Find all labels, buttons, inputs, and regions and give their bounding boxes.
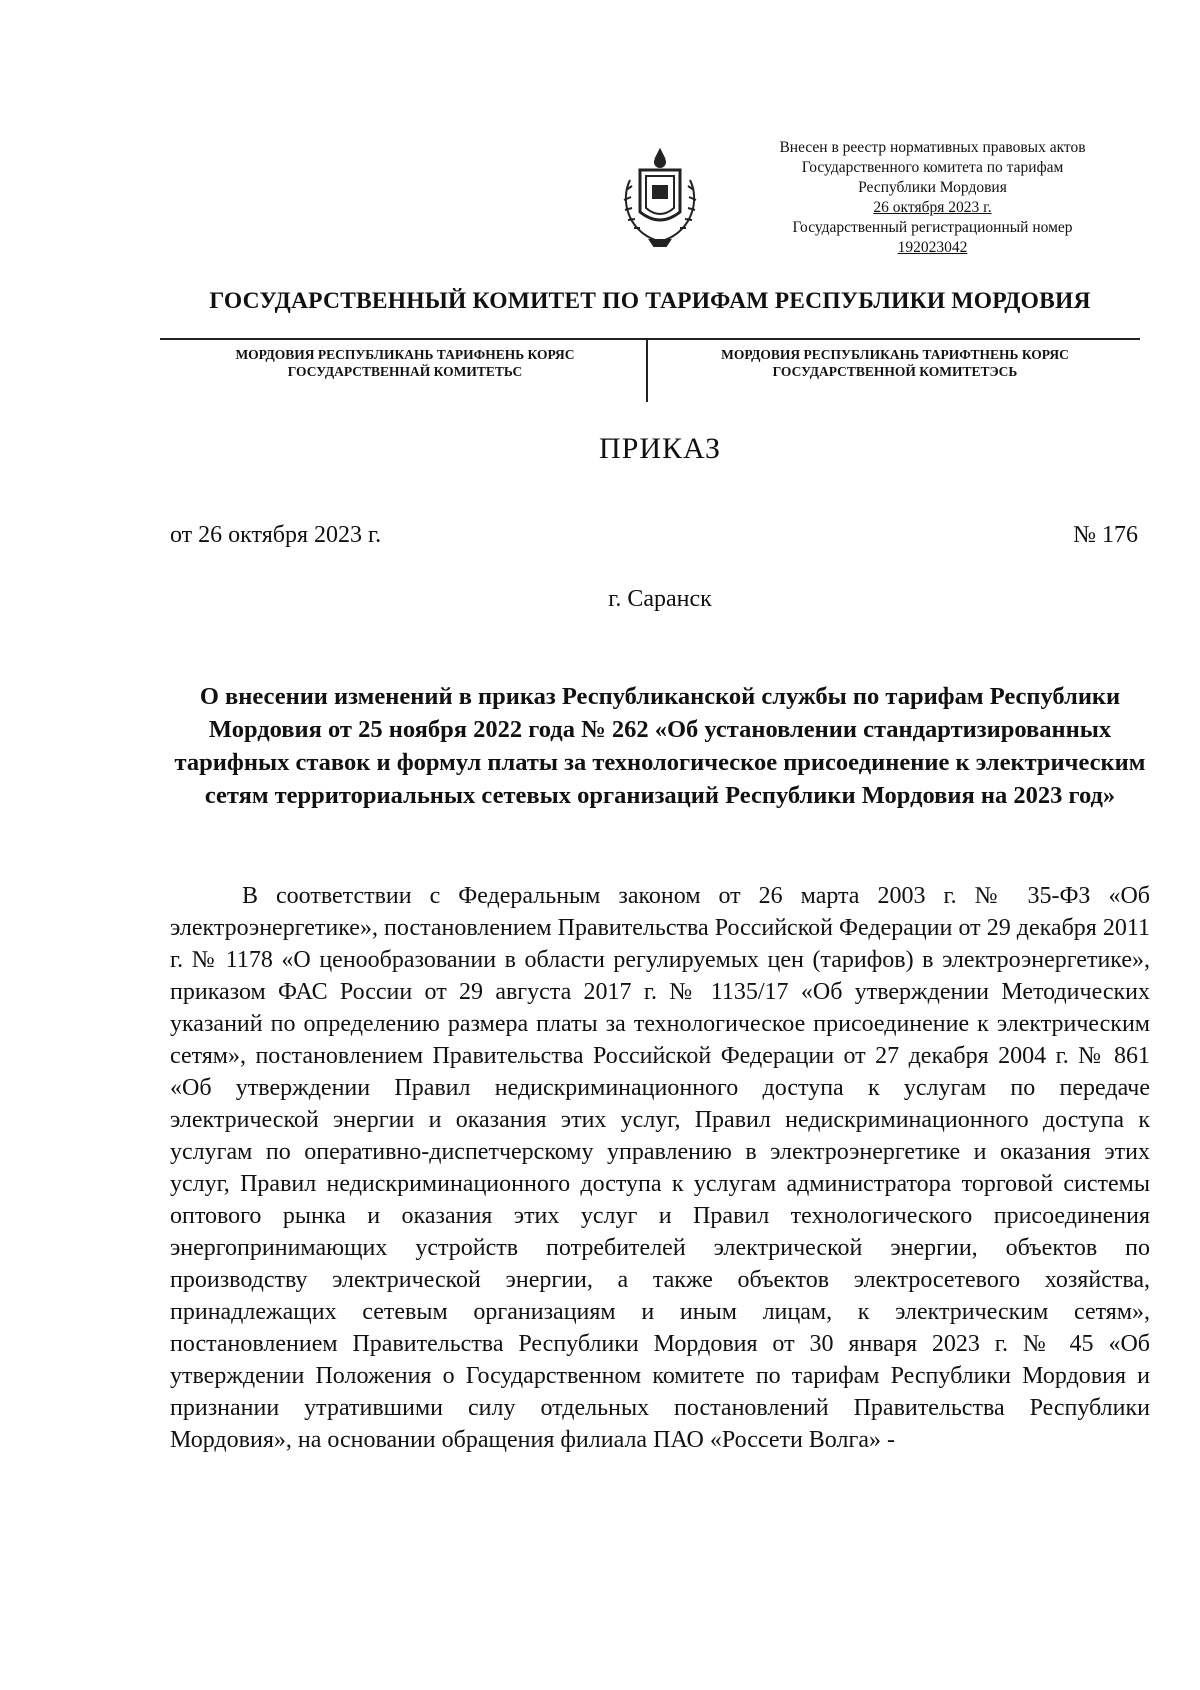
coat-of-arms-emblem	[610, 140, 710, 250]
registry-line: Республики Мордовия	[858, 179, 1007, 196]
order-title: О внесении изменений в приказ Республиканской службы по тарифам Республики Мордовия от 25 ноября 2022 года № 262 «Об установлении стандартизированных тарифных ставок и формул платы за технологическое присоединение к электрическим сетям территориальных сетевых организаций Республики Мордовия на 2023 год»	[174, 683, 1146, 809]
header-line: МОРДОВИЯ РЕСПУБЛИКАНЬ ТАРИФТНЕНЬ КОРЯС	[721, 347, 1069, 362]
order-number: № 176	[1073, 522, 1138, 548]
registry-date: 26 октября 2023 г.	[873, 199, 992, 216]
order-date: от 26 октября 2023 г.	[170, 522, 382, 548]
header-line: ГОСУДАРСТВЕННАЙ КОМИТЕТЬС	[287, 364, 523, 379]
bilingual-header	[160, 338, 1140, 404]
header-divider	[646, 340, 648, 402]
header-line: ГОСУДАРСТВЕННОЙ КОМИТЕТЭСЬ	[772, 364, 1018, 379]
registry-line: Внесен в реестр нормативных правовых актов	[779, 139, 1086, 156]
header-line: МОРДОВИЯ РЕСПУБЛИКАНЬ ТАРИФНЕНЬ КОРЯС	[235, 347, 575, 362]
bilingual-header-right	[650, 346, 1140, 380]
registration-number: 192023042	[897, 239, 968, 256]
registry-note	[745, 138, 1120, 258]
city: г. Саранск	[608, 586, 712, 612]
registry-line: Государственный регистрационный номер	[792, 219, 1073, 236]
document-type: ПРИКАЗ	[599, 432, 721, 465]
body-paragraph: В соответствии с Федеральным законом от 26 марта 2003 г. № 35-ФЗ «Об электроэнергетике», постановлением Правительства Российской Федерации от 29 декабря 2011 г. № 1178 «О ценообразовании в области регулируемых цен (тарифов) в электроэнергетике», приказом ФАС России от 29 августа 2017 г. № 1135/17 «Об утверждении Методических указаний по определению размера платы за технологическое присоединение к электрическим сетям», постановлением Правительства Российской Федерации от 27 декабря 2004 г. № 861 «Об утверждении Правил недискриминационного доступа к услугам по передаче электрической энергии и оказания этих услуг, Правил недискриминационного доступа к услугам по оперативно-диспетчерскому управлению в электроэнергетике и оказания этих услуг, Правил недискриминационного доступа к услугам администратора торговой системы оптового рынка и оказания этих услуг и Правил технологического присоединения энергопринимающих устройств потребителей электрической энергии, объектов по производству электрической энергии, а также объектов электросетевого хозяйства, принадлежащих сетевым организациям и иным лицам, к электрическим сетям», постановлением Правительства Республики Мордовия от 30 января 2023 г. № 45 «Об утверждении Положения о Государственном комитете по тарифам Республики Мордовия и признании утратившими силу отдельных постановлений Правительства Республики Мордовия», на основании обращения филиала ПАО «Россети Волга» -	[170, 883, 1150, 1453]
registry-line: Государственного комитета по тарифам	[801, 159, 1064, 176]
bilingual-header-left	[160, 346, 650, 380]
authority-name: ГОСУДАРСТВЕННЫЙ КОМИТЕТ ПО ТАРИФАМ РЕСПУБЛИКИ МОРДОВИЯ	[209, 288, 1091, 314]
